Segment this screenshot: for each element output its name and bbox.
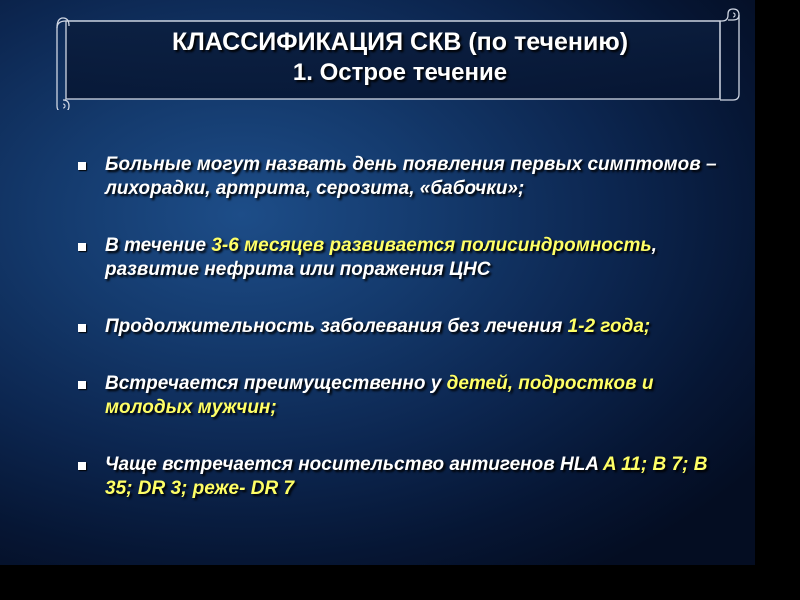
square-bullet-icon: [78, 462, 86, 470]
bullet-highlight: A 11; B 7; B 35; DR 3; реже- DR 7: [105, 454, 708, 499]
bullet-highlight: детей, подростков и молодых мужчин;: [105, 373, 654, 418]
square-bullet-icon: [78, 243, 86, 251]
title-line-1: КЛАССИФИКАЦИЯ СКВ (по течению): [171, 28, 629, 56]
bullet-text: В течение: [105, 235, 212, 256]
bullet-text: Больные могут назвать день появления первых симптомов – лихорадки, артрита, серозита, «бабочки»;: [105, 154, 717, 199]
title-line-2: 1. Острое течение: [292, 59, 508, 86]
bullet-text: Чаще встречается носительство антигенов HLA: [105, 454, 603, 475]
bullet-text: , развитие нефрита или поражения ЦНС: [105, 235, 657, 280]
square-bullet-icon: [78, 324, 86, 332]
bullet-highlight: 1-2 года;: [567, 316, 651, 337]
bullet-text: Продолжительность заболевания без лечения: [105, 316, 568, 337]
list-item: [72, 315, 732, 339]
slide-title: [75, 26, 725, 88]
list-item: [72, 453, 732, 501]
bullet-text: Встречается преимущественно у: [105, 373, 447, 394]
list-item: [72, 372, 732, 420]
bullet-list: [72, 153, 732, 501]
bullet-highlight: 3-6 месяцев развивается полисиндромность: [211, 235, 652, 256]
list-item: [72, 153, 732, 201]
square-bullet-icon: [78, 162, 86, 170]
square-bullet-icon: [78, 381, 86, 389]
list-item: [72, 234, 732, 282]
title-banner: [0, 0, 800, 110]
